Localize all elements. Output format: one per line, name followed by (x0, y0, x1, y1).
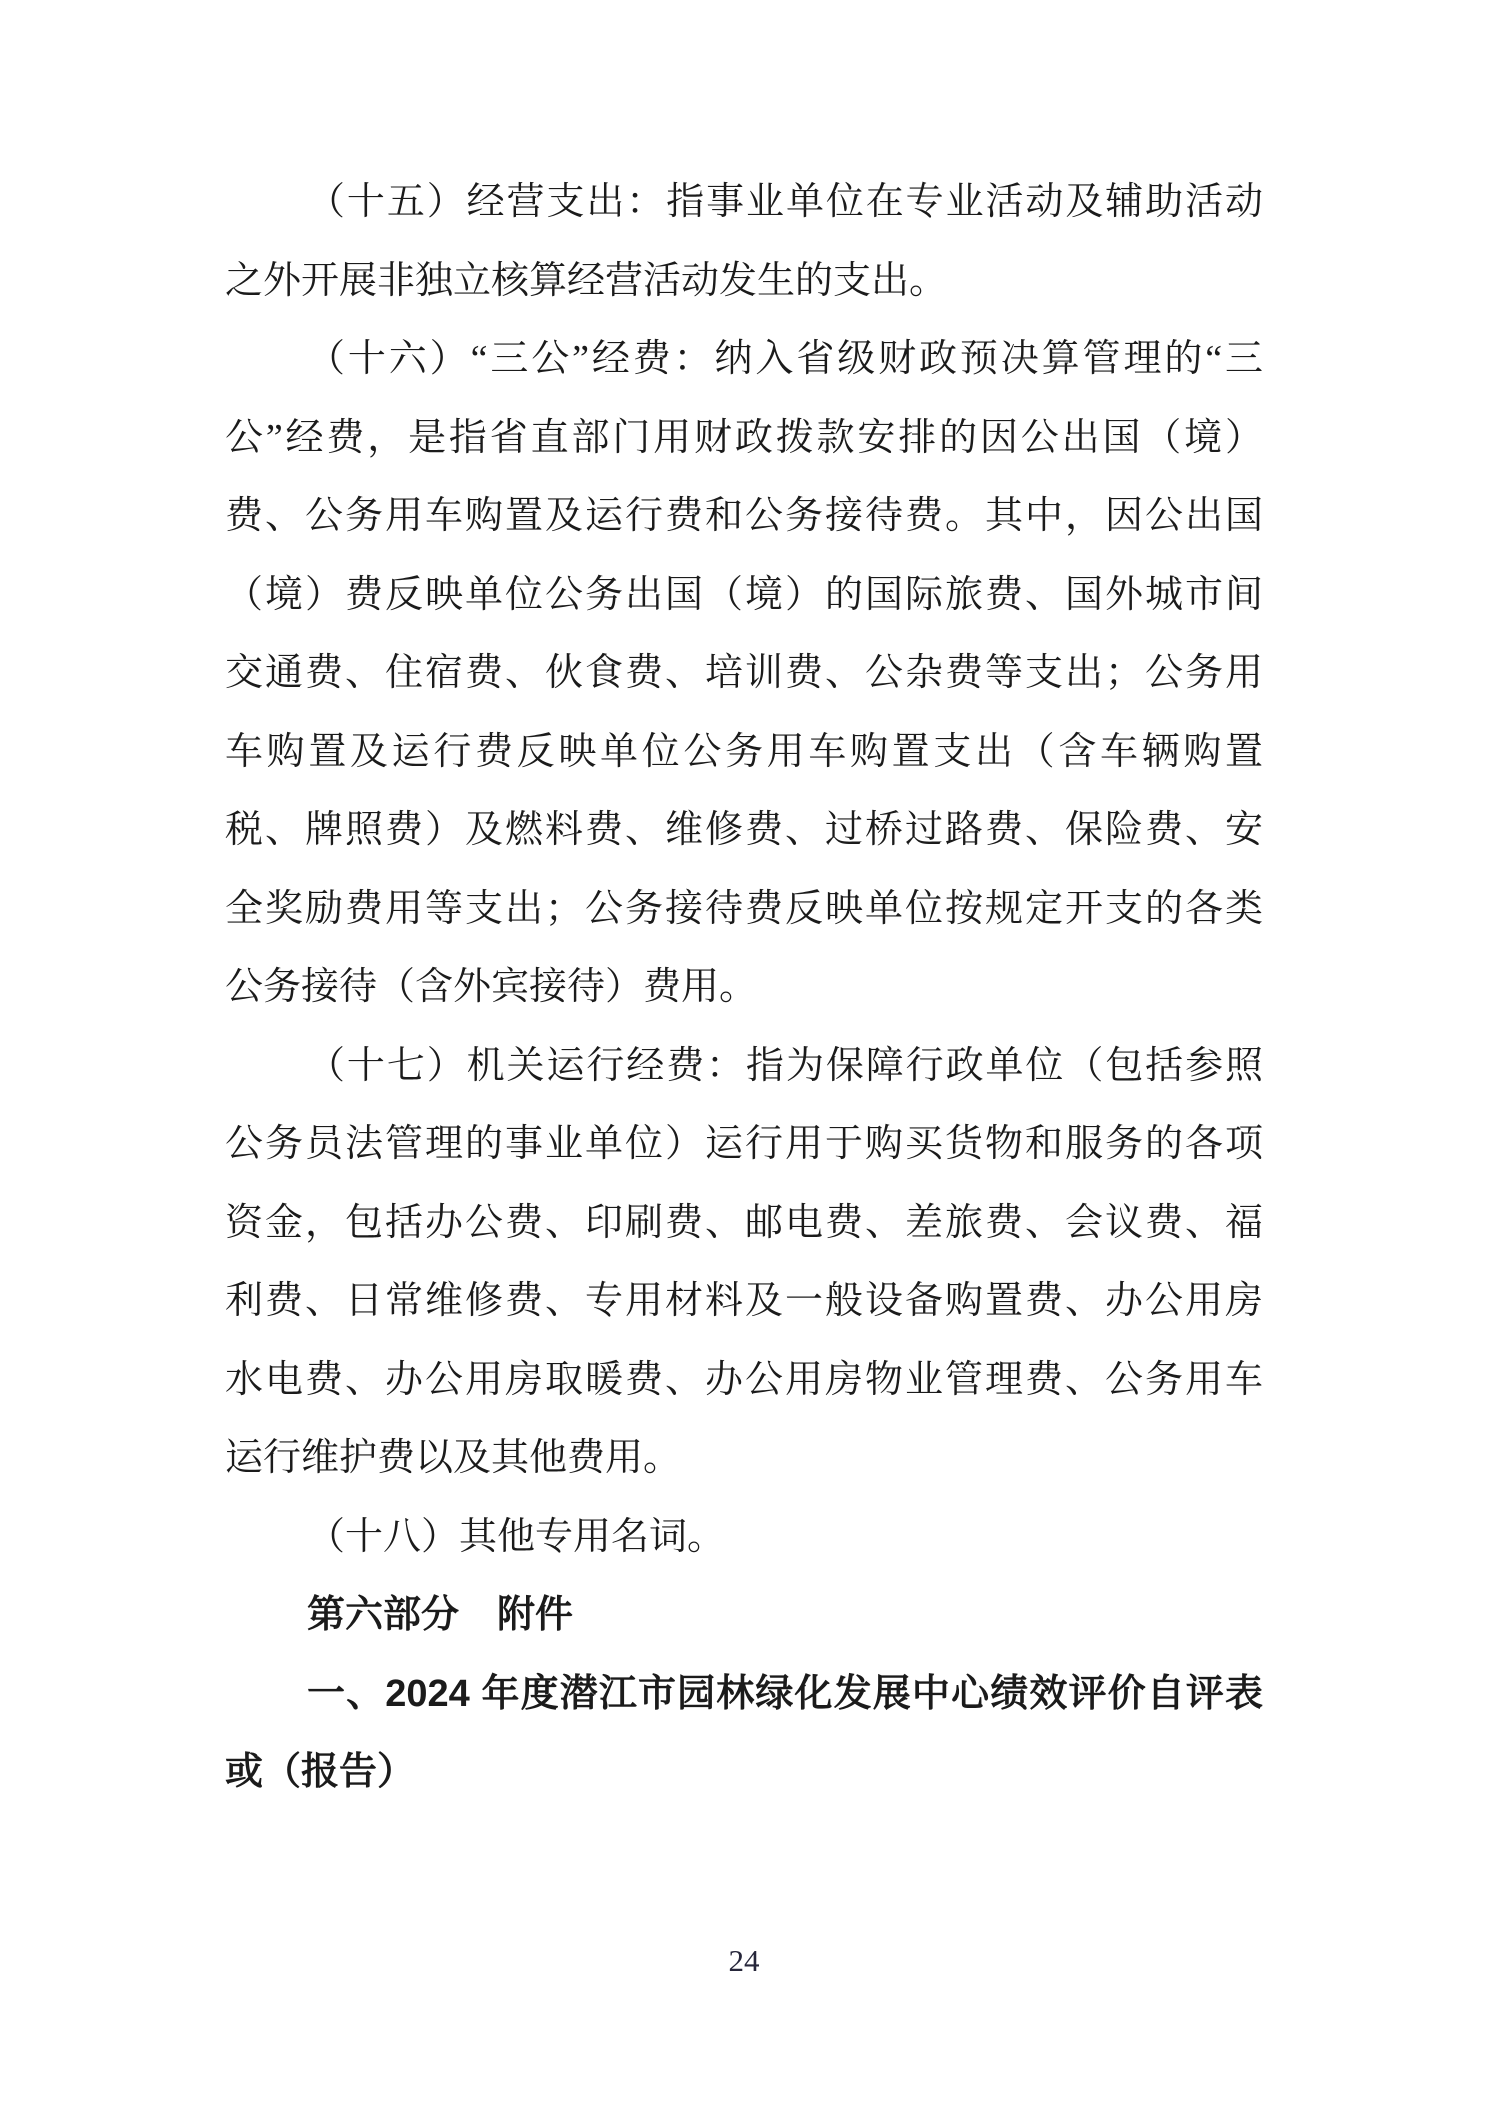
text-line: 费、公务用车购置及运行费和公务接待费。其中，因公出国 (225, 495, 1263, 537)
text-line: 公”经费，是指省直部门用财政拨款安排的因公出国（境） (225, 416, 1263, 459)
text-line: 公务员法管理的事业单位）运行用于购买货物和服务的各项 (225, 1123, 1263, 1165)
paragraph-item-18 (225, 1498, 1263, 1577)
text-line: 或（报告） (225, 1751, 416, 1793)
paragraph-item-16 (225, 320, 1263, 1027)
text-line: 交通费、住宿费、伙食费、培训费、公杂费等支出；公务用 (225, 652, 1263, 694)
paragraph-item-17 (225, 1027, 1263, 1498)
paragraph-attachment-title (225, 1655, 1263, 1812)
text-line: 水电费、办公用房取暖费、办公用房物业管理费、公务用车 (225, 1358, 1263, 1401)
text-line: 资金，包括办公费、印刷费、邮电费、差旅费、会议费、福 (225, 1201, 1263, 1244)
text-line: 运行维护费以及其他费用。 (225, 1437, 682, 1479)
text-line: （十八）其他专用名词。 (307, 1515, 726, 1558)
section-heading (225, 1576, 1263, 1655)
text-line: 全奖励费用等支出；公务接待费反映单位按规定开支的各类 (225, 887, 1263, 930)
document-body (225, 163, 1263, 1812)
text-line: 公务接待（含外宾接待）费用。 (225, 966, 758, 1008)
section-heading-text: 第六部分 附件 (307, 1594, 574, 1636)
text-line: 车购置及运行费反映单位公务用车购置支出（含车辆购置 (225, 730, 1263, 773)
text-line: 之外开展非独立核算经营活动发生的支出。 (225, 259, 948, 302)
text-line: （十七）机关运行经费：指为保障行政单位（包括参照 (307, 1044, 1263, 1087)
text-line: 利费、日常维修费、专用材料及一般设备购置费、办公用房 (225, 1280, 1263, 1322)
text-line: （境）费反映单位公务出国（境）的国际旅费、国外城市间 (225, 573, 1263, 616)
page-number: 24 (728, 1943, 760, 1978)
text-line: 税、牌照费）及燃料费、维修费、过桥过路费、保险费、安 (225, 809, 1263, 851)
text-line: （十六）“三公”经费：纳入省级财政预决算管理的“三 (307, 338, 1263, 380)
paragraph-item-15 (225, 163, 1263, 320)
text-line: （十五）经营支出：指事业单位在专业活动及辅助活动 (307, 181, 1263, 223)
text-line: 一、2024 年度潜江市园林绿化发展中心绩效评价自评表 (307, 1672, 1263, 1715)
